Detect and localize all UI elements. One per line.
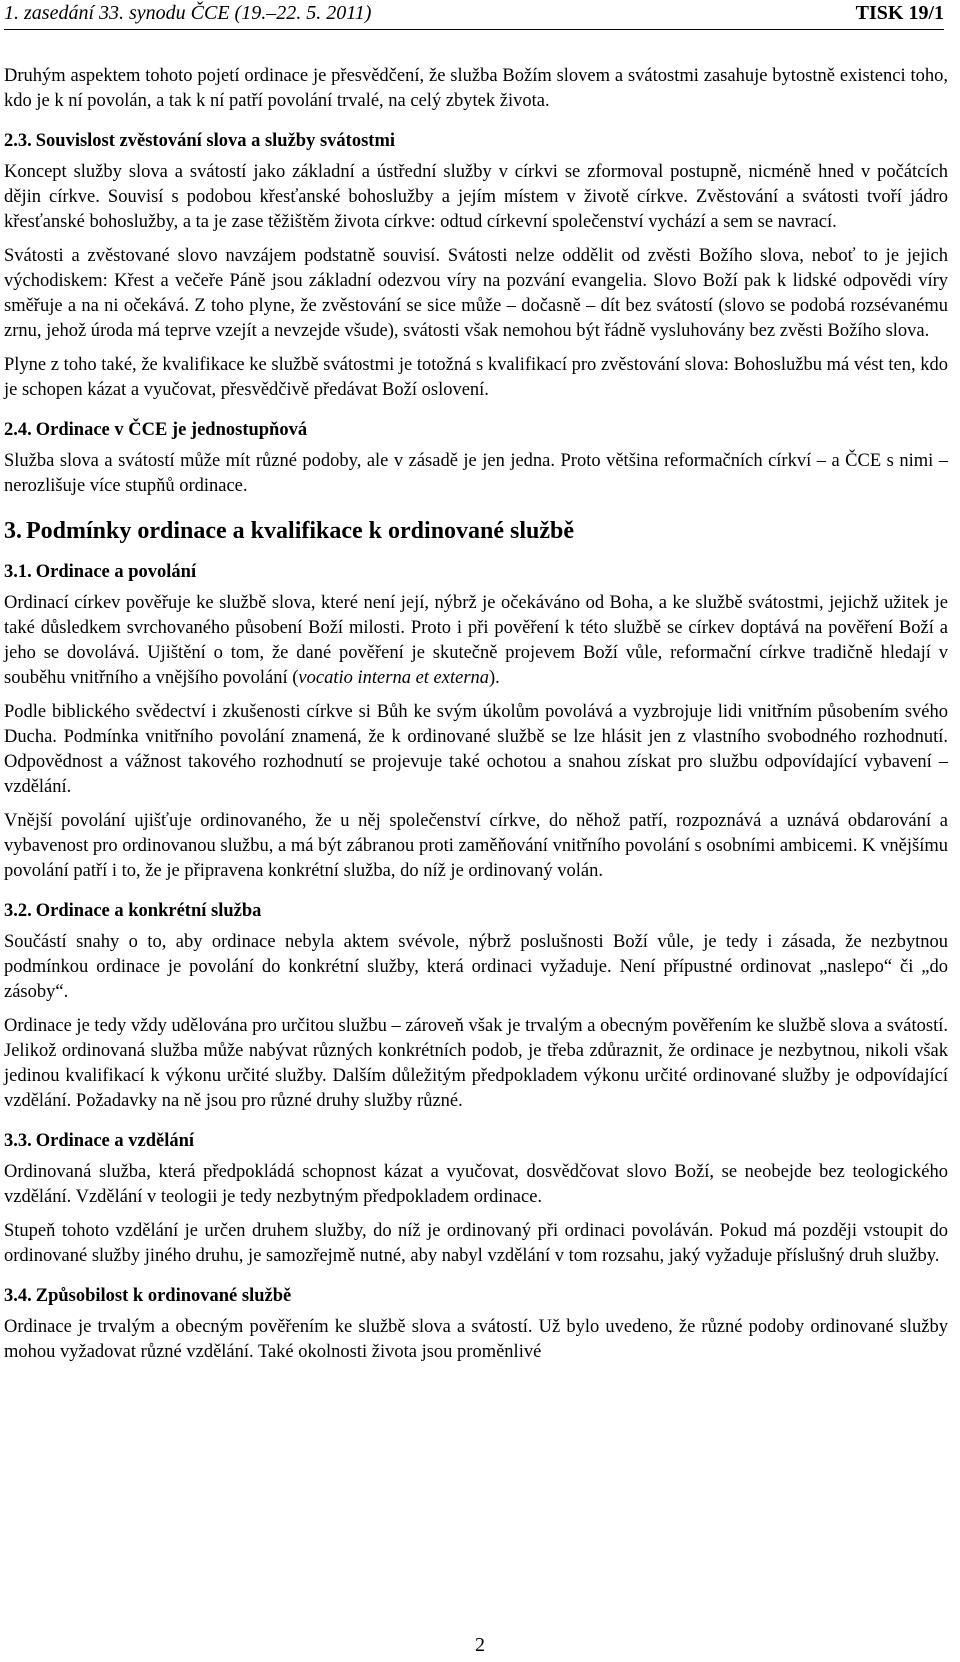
intro-paragraph: Druhým aspektem tohoto pojetí ordinace je přesvědčení, že služba Božím slovem a svátostmi zasahuje bytostně existenci toho, kdo je k ní povolán, a tak k ní patří povolání trvalé, na celý zbytek života. [4,66,948,111]
text-run: ). [489,668,500,688]
header-print-number: TISK 19/1 [855,2,944,24]
paragraph: Stupeň tohoto vzdělání je určen druhem služby, do níž je ordinovaný při ordinaci povoláván. Pokud má později vstoupit do ordinované služby jiného druhu, je samozřejmě nutné, aby nabyl vzdělání v tom rozsahu, jaký vyžaduje příslušný druh služby. [4,1221,948,1266]
paragraph: Ordinovaná služba, která předpokládá schopnost kázat a vyučovat, dosvědčovat slovo Boží, se neobejde bez teologického vzdělání. Vzdělání v teologii je tedy nezbytným předpokladem ordinace. [4,1162,948,1207]
paragraph: Vnější povolání ujišťuje ordinovaného, že u něj společenství církve, do něhož patří, rozpoznává a uznává obdarování a vybavenost pro ordinovanou službu, a má být zábranou proti zaměňování vnitřního povolání s osobními ambicemi. K vnějšímu povolání patří i to, že je připravena konkrétní služba, do níž je ordinovaný volán. [4,811,948,881]
section-title: Způsobilost k ordinované službě [35,1286,292,1306]
section-number: 3.2. [4,901,32,921]
paragraph: Podle biblického svědectví i zkušenosti církve si Bůh ke svým úkolům povolává a vyzbrojuje lidi vnitřním působením svého Ducha. Podmínka vnitřního povolání znamená, že k ordinované službě se lze hlásit jen z vlastního svobodného rozhodnutí. Odpovědnost a vážnost takového rozhodnutí se projevuje také ochotou a snahou získat pro službu odpovídající vybavení – vzdělání. [4,702,948,797]
paragraph: Plyne z toho také, že kvalifikace ke službě svátostmi je totožná s kvalifikací pro zvěstování slova: Bohoslužbu má vést ten, kdo je schopen kázat a vyučovat, přesvědčivě předávat Boží oslovení. [4,355,948,400]
paragraph: Služba slova a svátostí může mít různé podoby, ale v zásadě je jen jedna. Proto většina reformačních církví – a ČCE s nimi – nerozlišuje více stupňů ordinace. [4,451,948,496]
section-heading-3-4 [4,1284,948,1309]
section-number: 3.1. [4,562,32,582]
header-session-info: 1. zasedání 33. synodu ČCE (19.–22. 5. 2011) [4,2,372,24]
section-title: Ordinace a konkrétní služba [35,901,262,921]
section-heading-2-3 [4,129,948,154]
paragraph: Ordinace je tedy vždy udělována pro určitou službu – zároveň však je trvalým a obecným pověřením ke službě slova a svátostí. Jelikož ordinovaná služba může nabývat různých konkrétních podob, je třeba zdůraznit, že ordinace je nezbytnou, nikoli však jedinou kvalifikací k výkonu určité služby. Dalším důležitým předpokladem výkonu určité ordinované služby je odpovídající vzdělání. Požadavky na ně jsou pro různé druhy služby různé. [4,1016,948,1111]
section-heading-3-3 [4,1129,948,1154]
chapter-heading-3 [4,517,948,545]
section-title: Ordinace a povolání [35,562,197,582]
running-header [4,2,944,24]
latin-term: vocatio interna et externa [298,668,490,688]
paragraph [4,591,948,691]
section-title: Ordinace a vzdělání [35,1131,195,1151]
section-number: 3.4. [4,1286,32,1306]
paragraph: Koncept služby slova a svátostí jako základní a ústřední služby v církvi se zformoval postupně, nicméně hned v počátcích dějin církve. Souvisí s podobou křesťanské bohoslužby a jejím místem v životě církve. Zvěstování a svátosti tvoří jádro křesťanské bohoslužby, a ta je zase těžištěm života církve: odtud církevní společenství vychází a sem se navrací. [4,162,948,232]
section-number: 3.3. [4,1131,32,1151]
paragraph: Svátosti a zvěstované slovo navzájem podstatně souvisí. Svátosti nelze oddělit od zvěsti Božího slova, neboť to je jejich východiskem: Křest a večeře Páně jsou základní odezvou víry na pozvání evangelia. Slovo Boží pak k lidské odpovědi víry směřuje a na ni očekává. Z toho plyne, že zvěstování se sice může – dočasně – dít bez svátostí (slovo se podobá rozsévanému zrnu, jehož úroda má teprve vzejít a nevzejde všude), svátosti však nemohou být řádně vysluhovány bez zvěsti Božího slova. [4,246,948,341]
section-heading-3-1 [4,560,948,585]
section-heading-3-2 [4,899,948,924]
section-title: Souvislost zvěstování slova a služby svátostmi [35,131,395,151]
document-body [4,64,948,1374]
text-run: Ordinací církev pověřuje ke službě slova, které není její, nýbrž je očekáváno od Boha, a ke službě svátostmi, jejichž užitek je také důsledkem svrchovaného působení Boží milosti. Proto i při pověření k této službě se církev doptává na pověření Boží a jeho se dovolává. Ujištění o tom, že dané pověření je skutečně projevem Boží vůle, reformační církve tradičně hledají v souběhu vnitřního a vnějšího povolání ( [4,593,948,688]
page-number: 2 [475,1634,485,1656]
paragraph: Součástí snahy o to, aby ordinace nebyla aktem svévole, nýbrž poslušnosti Boží vůle, je tedy i zásada, že nezbytnou podmínkou ordinace je povolání do konkrétní služby, která ordinaci vyžaduje. Není přípustné ordinovat „naslepo“ či „do zásoby“. [4,932,948,1002]
chapter-number: 3. [4,518,22,544]
header-divider [4,29,944,30]
section-number: 2.4. [4,420,32,440]
section-heading-2-4 [4,418,948,443]
paragraph: Ordinace je trvalým a obecným pověřením ke službě slova a svátostí. Už bylo uvedeno, že různé podoby ordinované služby mohou vyžadovat různé vzdělání. Také okolnosti života jsou proměnlivé [4,1317,948,1362]
chapter-title: Podmínky ordinace a kvalifikace k ordinované službě [26,518,575,544]
section-number: 2.3. [4,131,32,151]
section-title: Ordinace v ČCE je jednostupňová [35,420,308,440]
